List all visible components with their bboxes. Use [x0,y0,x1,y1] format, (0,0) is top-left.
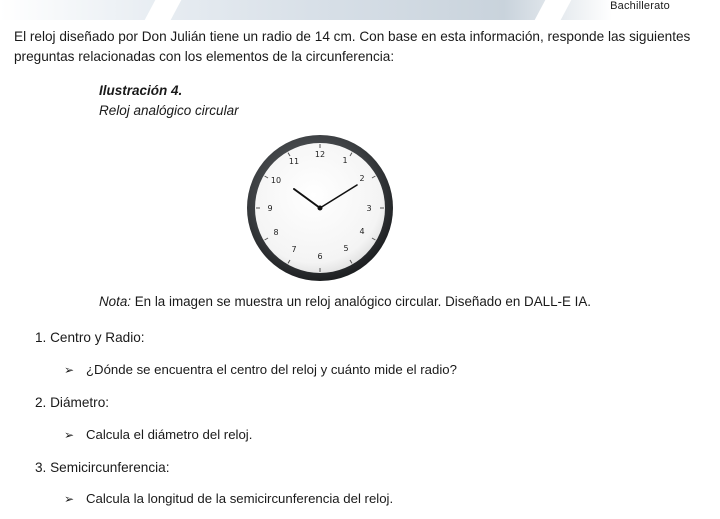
figure-note-label: Nota: [99,294,132,309]
clock-number-9: 9 [267,204,273,213]
clock-number-8: 8 [273,228,279,237]
header-banner [0,0,720,20]
section-title: 1. Centro y Radio: [35,330,145,345]
clock-number-1: 1 [342,156,348,165]
arrow-bullet-icon: ➢ [64,362,75,377]
question-text: ¿Dónde se encuentra el centro del reloj y cuánto mide el radio? [86,362,457,377]
question-text: Calcula la longitud de la semicircunferencia del reloj. [86,491,394,506]
clock-number-7: 7 [291,245,297,254]
clock-number-2: 2 [359,174,365,183]
clock-number-3: 3 [366,204,372,213]
section-title: 3. Semicircunferencia: [35,460,170,475]
clock-number-12: 12 [314,150,326,159]
question-item [64,362,457,377]
clock-number-11: 11 [288,157,300,166]
arrow-bullet-icon: ➢ [64,491,75,506]
figure-note-text: En la imagen se muestra un reloj analógico circular. Diseñado en DALL-E IA. [131,294,592,309]
question-text: Calcula el diámetro del reloj. [86,427,253,442]
figure-title: Reloj analógico circular [99,103,239,118]
section-title: 2. Diámetro: [35,395,110,410]
intro-paragraph: El reloj diseñado por Don Julián tiene un radio de 14 cm. Con base en esta información, responde las siguientes preguntas relacionadas con los elementos de la circunferencia: [14,29,691,64]
figure-note [99,294,591,309]
header-decoration [535,0,572,20]
question-item [64,491,393,506]
clock-number-6: 6 [317,252,323,261]
clock-number-4: 4 [359,227,365,236]
clock-number-5: 5 [343,244,349,253]
figure-number: Ilustración 4. [99,83,183,98]
header-label: Bachillerato [610,0,670,12]
clock-number-10: 10 [270,176,282,185]
arrow-bullet-icon: ➢ [64,427,75,442]
analog-clock-image [245,133,395,283]
question-item [64,427,252,442]
clock-center [318,206,323,211]
header-decoration [145,0,182,20]
